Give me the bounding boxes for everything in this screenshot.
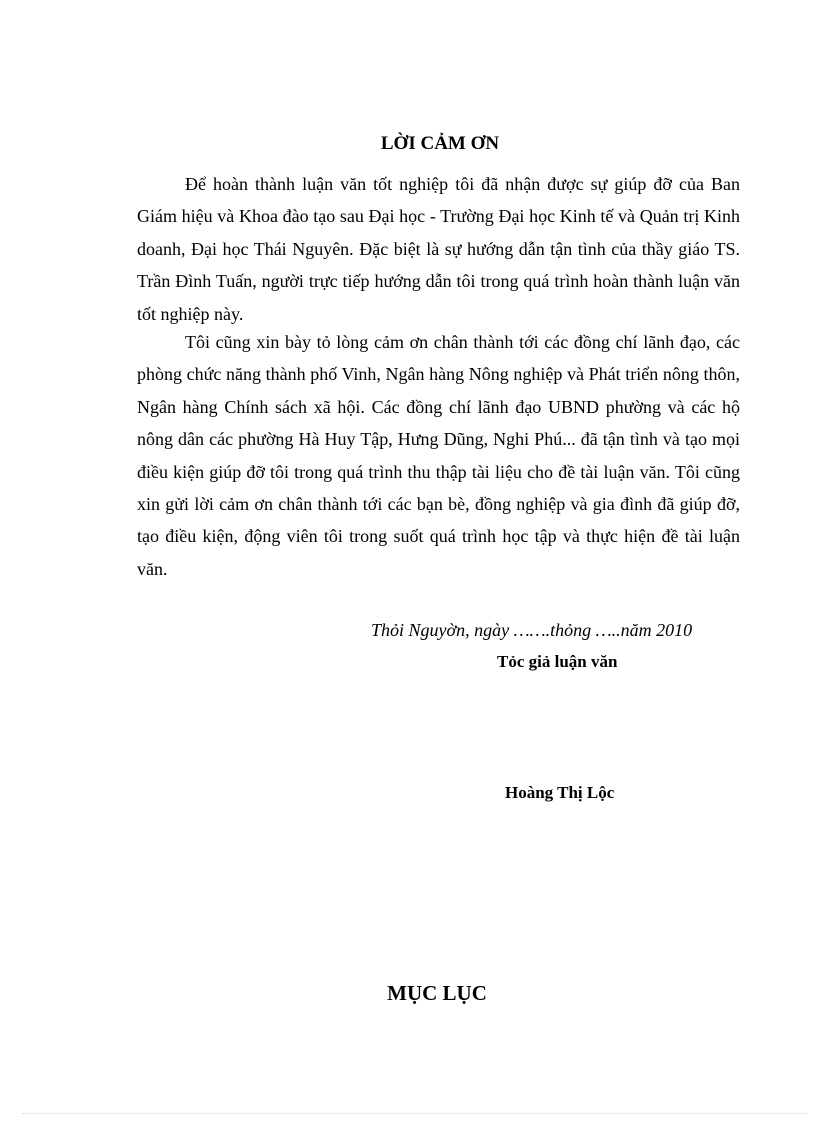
author-name: Hoàng Thị Lộc: [505, 783, 615, 802]
acknowledgement-paragraph-2: Tôi cũng xin bày tỏ lòng cảm ơn chân thành tới các đồng chí lãnh đạo, các phòng chức năng thành phố Vinh, Ngân hàng Nông nghiệp và Phát triển nông thôn, Ngân hàng Chính sách xã hội. Các đồng chí lãnh đạo UBND phường và các hộ nông dân các phường Hà Huy Tập, Hưng Dũng, Nghi Phú... đã tận tình và tạo mọi điều kiện giúp đỡ tôi trong quá trình thu thập tài liệu cho đề tài luận văn. Tôi cũng xin gửi lời cảm ơn chân thành tới các bạn bè, đồng nghiệp và gia đình đã giúp đỡ, tạo điều kiện, động viên tôi trong suốt quá trình học tập và thực hiện đề tài luận văn.: [137, 332, 740, 579]
acknowledgement-title: LỜI CẢM ƠN: [380, 133, 500, 154]
acknowledgement-paragraph-1: Để hoàn thành luận văn tốt nghiệp tôi đã nhận được sự giúp đỡ của Ban Giám hiệu và Khoa đào tạo sau Đại học - Trường Đại học Kinh tế và Quản trị Kinh doanh, Đại học Thái Nguyên. Đặc biệt là sự hướng dẫn tận tình của thầy giáo TS. Trần Đình Tuấn, người trực tiếp hướng dẫn tôi trong quá trình hoàn thành luận văn tốt nghiệp này.: [137, 174, 740, 324]
page-bottom-divider: [22, 1113, 808, 1114]
date-line: Thỏi Nguyờn, ngày …….thỏng …..năm 2010: [371, 620, 693, 640]
author-label: Tỏc giả luận văn: [497, 652, 618, 671]
table-of-contents-title: MỤC LỤC: [387, 981, 487, 1005]
